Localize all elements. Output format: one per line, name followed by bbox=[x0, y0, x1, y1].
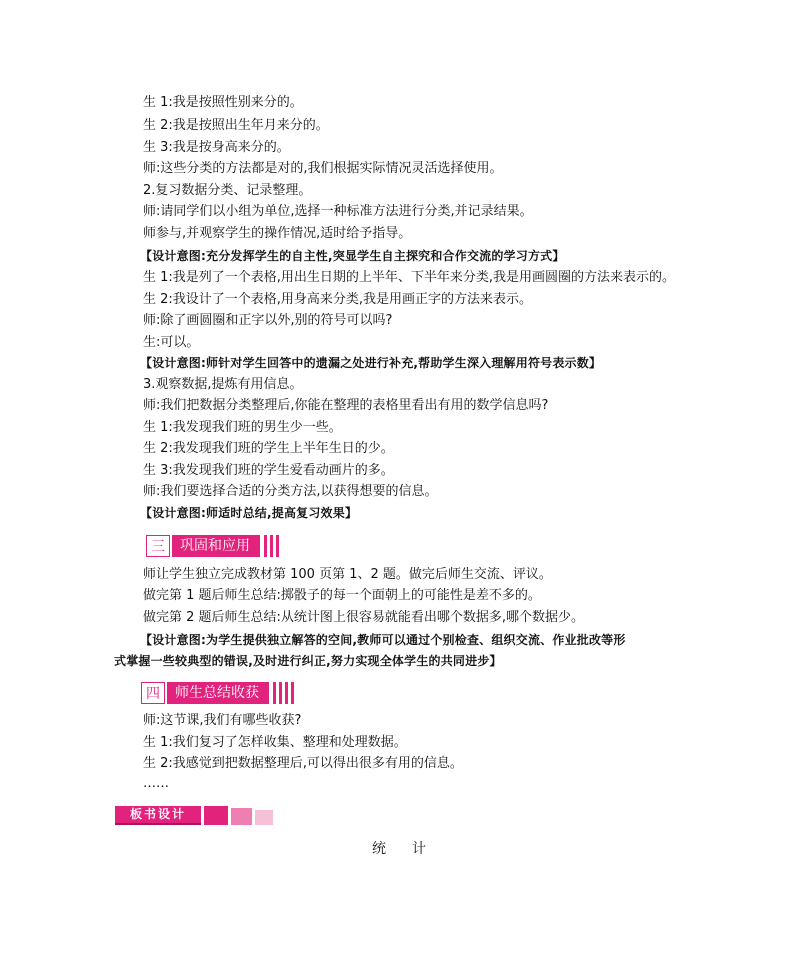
dialogue-line: 生 2:我发现我们班的学生上半年生日的少。 bbox=[143, 441, 394, 456]
decorative-stripes bbox=[273, 682, 297, 704]
design-intent-note: 【设计意图:师针对学生回答中的遗漏之处进行补充,帮助学生深入理解用符号表示数】 bbox=[140, 356, 602, 370]
ellipsis-line: …… bbox=[143, 776, 169, 791]
dialogue-line: 师参与,并观察学生的操作情况,适时给予指导。 bbox=[143, 226, 412, 241]
dialogue-line: 生 2:我是按照出生年月来分的。 bbox=[143, 118, 329, 133]
section-header-4 bbox=[141, 682, 297, 704]
board-design-label: 板书设计 bbox=[115, 806, 201, 825]
dialogue-line: 师:这些分类的方法都是对的,我们根据实际情况灵活选择使用。 bbox=[143, 161, 503, 176]
section-number: 三 bbox=[146, 535, 170, 557]
section-header-3 bbox=[146, 535, 282, 557]
section-title: 师生总结收获 bbox=[167, 682, 269, 704]
board-title: 统计 bbox=[372, 841, 452, 857]
dialogue-line: 生 1:我是列了一个表格,用出生日期的上半年、下半年来分类,我是用画圆圈的方法来表示的。 bbox=[143, 270, 676, 285]
decorative-stripes bbox=[264, 535, 282, 557]
decorative-square bbox=[255, 810, 273, 825]
decorative-square bbox=[231, 808, 252, 825]
dialogue-line: 做完第 2 题后师生总结:从统计图上很容易就能看出哪个数据多,哪个数据少。 bbox=[143, 610, 585, 625]
dialogue-line: 生 2:我设计了一个表格,用身高来分类,我是用画正字的方法来表示。 bbox=[143, 292, 533, 307]
dialogue-line: 生 1:我们复习了怎样收集、整理和处理数据。 bbox=[143, 735, 407, 750]
dialogue-line: 师让学生独立完成教材第 100 页第 1、2 题。做完后师生交流、评议。 bbox=[143, 567, 552, 582]
dialogue-line: 生 3:我发现我们班的学生爱看动画片的多。 bbox=[143, 463, 394, 478]
dialogue-line: 生 1:我是按照性别来分的。 bbox=[143, 95, 303, 110]
section-number: 四 bbox=[141, 682, 165, 704]
decorative-square bbox=[204, 806, 228, 825]
design-intent-note: 【设计意图:师适时总结,提高复习效果】 bbox=[140, 506, 358, 520]
dialogue-line: 师:除了画圆圈和正字以外,别的符号可以吗? bbox=[143, 313, 393, 328]
board-design-header bbox=[115, 806, 273, 825]
design-intent-note: 【设计意图:充分发挥学生的自主性,突显学生自主探究和合作交流的学习方式】 bbox=[140, 249, 565, 263]
dialogue-line: 生 1:我发现我们班的男生少一些。 bbox=[143, 420, 342, 435]
section-title: 巩固和应用 bbox=[172, 535, 260, 557]
dialogue-line: 师:请同学们以小组为单位,选择一种标准方法进行分类,并记录结果。 bbox=[143, 204, 533, 219]
design-intent-note: 【设计意图:为学生提供独立解答的空间,教师可以通过个别检查、组织交流、作业批改等形 bbox=[140, 633, 626, 647]
dialogue-line: 做完第 1 题后师生总结:掷骰子的每一个面朝上的可能性是差不多的。 bbox=[143, 588, 541, 603]
dialogue-line: 2.复习数据分类、记录整理。 bbox=[143, 183, 312, 198]
dialogue-line: 师:我们把数据分类整理后,你能在整理的表格里看出有用的数学信息吗? bbox=[143, 398, 549, 413]
dialogue-line: 师:我们要选择合适的分类方法,以获得想要的信息。 bbox=[143, 484, 438, 499]
design-intent-note: 式掌握一些较典型的错误,及时进行纠正,努力实现全体学生的共同进步】 bbox=[114, 654, 502, 668]
dialogue-line: 生:可以。 bbox=[143, 335, 200, 350]
dialogue-line: 师:这节课,我们有哪些收获? bbox=[143, 713, 302, 728]
dialogue-line: 生 3:我是按身高来分的。 bbox=[143, 140, 290, 155]
step-heading: 3.观察数据,提炼有用信息。 bbox=[143, 377, 303, 392]
dialogue-line: 生 2:我感觉到把数据整理后,可以得出很多有用的信息。 bbox=[143, 756, 463, 771]
